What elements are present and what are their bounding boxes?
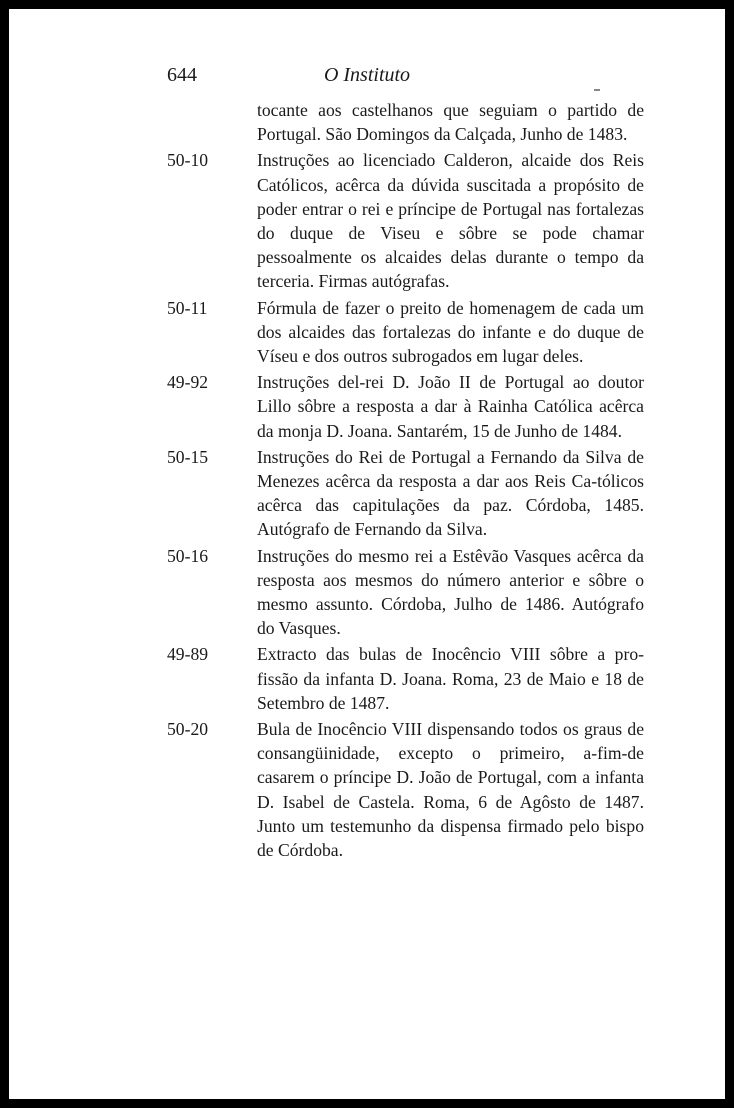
- entry-description: Extracto das bulas de Inocêncio VIII sôbre a pro-fissão da infanta D. Joana. Roma, 23 de Maio e 18 de Setembro de 1487.: [257, 644, 644, 713]
- page-number: 644: [167, 64, 197, 86]
- entry-reference: 49-89: [167, 644, 209, 665]
- catalogue-entry: [167, 148, 644, 293]
- entry-description: Fórmula de fazer o preito de homenagem de cada um dos alcaides das fortalezas do infante e do duque de Víseu e dos outros subrogados em lugar deles.: [257, 297, 644, 367]
- continuation-text: tocante aos castelhanos que seguiam o partido de Portugal. São Domingos da Calçada, Junho de 1483.: [257, 100, 644, 145]
- page-header: [9, 64, 725, 94]
- catalogue-entry: [167, 642, 644, 715]
- book-page: [9, 9, 725, 1099]
- entry-description: Instruções do Rei de Portugal a Fernando da Silva de Menezes acêrca da resposta a dar aos Reis Ca-tólicos acêrca das capitulações da paz. Córdoba, 1485. Autógrafo de Fernando da Silva.: [257, 446, 644, 540]
- ink-speck: [594, 89, 600, 91]
- entry-reference: 50-10: [167, 150, 209, 171]
- catalogue-list: [167, 98, 644, 864]
- running-title: O Instituto: [323, 64, 411, 86]
- continuation-entry: [167, 98, 644, 146]
- entry-description: Bula de Inocêncio VIII dispensando todos os graus de consangüinidade, excepto o primeiro, a-fim-de casarem o príncipe D. João de Portugal, com a infanta D. Isabel de Castela. Roma, 6 de Agôsto de 1487. Junto um testemunho da dispensa firmado pelo bispo de Córdoba.: [257, 719, 644, 861]
- entry-description: Instruções del-rei D. João II de Portugal ao doutor Lillo sôbre a resposta a dar à Rainha Católica acêrca da monja D. Joana. Santarém, 15 de Junho de 1484.: [257, 372, 644, 441]
- entry-reference: 50-11: [167, 297, 208, 318]
- catalogue-entry: [167, 370, 644, 443]
- catalogue-entry: [167, 717, 644, 862]
- entry-description: Instruções ao licenciado Calderon, alcaide dos Reis Católicos, acêrca da dúvida suscitada a propósito de poder entrar o rei e príncipe de Portugal nas fortalezas do duque de Viseu e sôbre se pode chamar pessoalmente os alcaides delas durante o tempo da terceria. Firmas autógrafas.: [257, 150, 644, 292]
- catalogue-entry: [167, 445, 644, 542]
- entry-reference: 50-20: [167, 719, 209, 740]
- catalogue-entry: [167, 544, 644, 641]
- entry-reference: 50-15: [167, 446, 209, 467]
- entry-reference: 49-92: [167, 372, 209, 393]
- entry-description: Instruções do mesmo rei a Estêvão Vasques acêrca da resposta aos mesmos do número anterior e sôbre o mesmo assunto. Córdoba, Julho de 1486. Autógrafo do Vasques.: [257, 545, 644, 639]
- catalogue-entry: [167, 296, 644, 369]
- entry-reference: 50-16: [167, 545, 209, 566]
